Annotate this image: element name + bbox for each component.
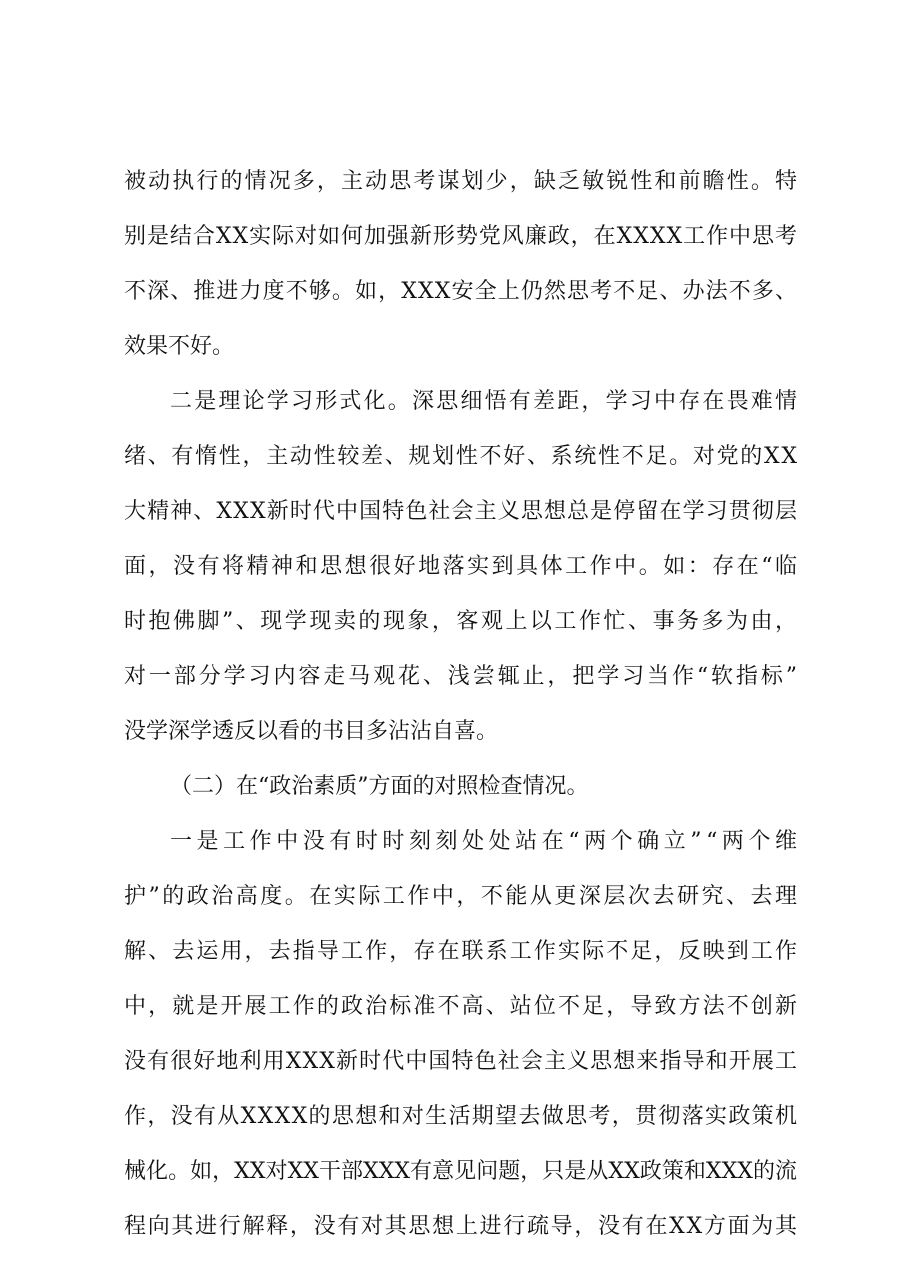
text-line-10: 对一部分学习内容走马观花、浅尝辄止，把学习当作“软指标” — [124, 664, 800, 689]
text-line-6: 绪、有惰性，主动性较差、规划性不好、系统性不足。对党的XX — [124, 444, 799, 469]
text-line-20: 程向其进行解释，没有对其思想上进行疏导，没有在XX方面为其 — [124, 1214, 799, 1239]
text-line-9: 时抱佛脚”、现学现卖的现象，客观上以工作忙、事务多为由， — [124, 609, 800, 634]
section-heading: （二）在“政治素质”方面的对照检查情况。 — [170, 774, 589, 799]
text-line-2: 别是结合XX实际对如何加强新形势党风廉政，在XXXX工作中思考 — [124, 224, 798, 249]
text-line-16: 中，就是开展工作的政治标准不高、站位不足，导致方法不创新 — [124, 994, 800, 1019]
text-line-15: 解、去运用，去指导工作，存在联系工作实际不足，反映到工作 — [124, 939, 800, 964]
text-line-5: 二是理论学习形式化。深思细悟有差距，学习中存在畏难情 — [170, 389, 800, 414]
text-line-19: 械化。如，XX对XX干部XXX有意见问题，只是从XX政策和XXX的流 — [124, 1159, 798, 1184]
text-line-4: 效果不好。 — [124, 334, 235, 359]
text-line-17: 没有很好地利用XXX新时代中国特色社会主义思想来指导和开展工 — [124, 1049, 799, 1074]
text-line-1: 被动执行的情况多，主动思考谋划少，缺乏敏锐性和前瞻性。特 — [124, 169, 800, 194]
text-line-13: 一是工作中没有时时刻刻处处站在“两个确立”“两个维 — [170, 829, 802, 854]
text-line-3: 不深、推进力度不够。如，XXX安全上仍然思考不足、办法不多、 — [124, 279, 799, 304]
text-line-14: 护”的政治高度。在实际工作中，不能从更深层次去研究、去理 — [124, 884, 800, 909]
text-line-7: 大精神、XXX新时代中国特色社会主义思想总是停留在学习贯彻层 — [124, 499, 799, 524]
text-line-11: 没学深学透反以看的书目多沾沾自喜。 — [124, 719, 499, 744]
text-line-8: 面，没有将精神和思想很好地落实到具体工作中。如：存在“临 — [124, 554, 800, 579]
text-line-18: 作，没有从XXXX的思想和对生活期望去做思考，贯彻落实政策机 — [124, 1104, 799, 1129]
